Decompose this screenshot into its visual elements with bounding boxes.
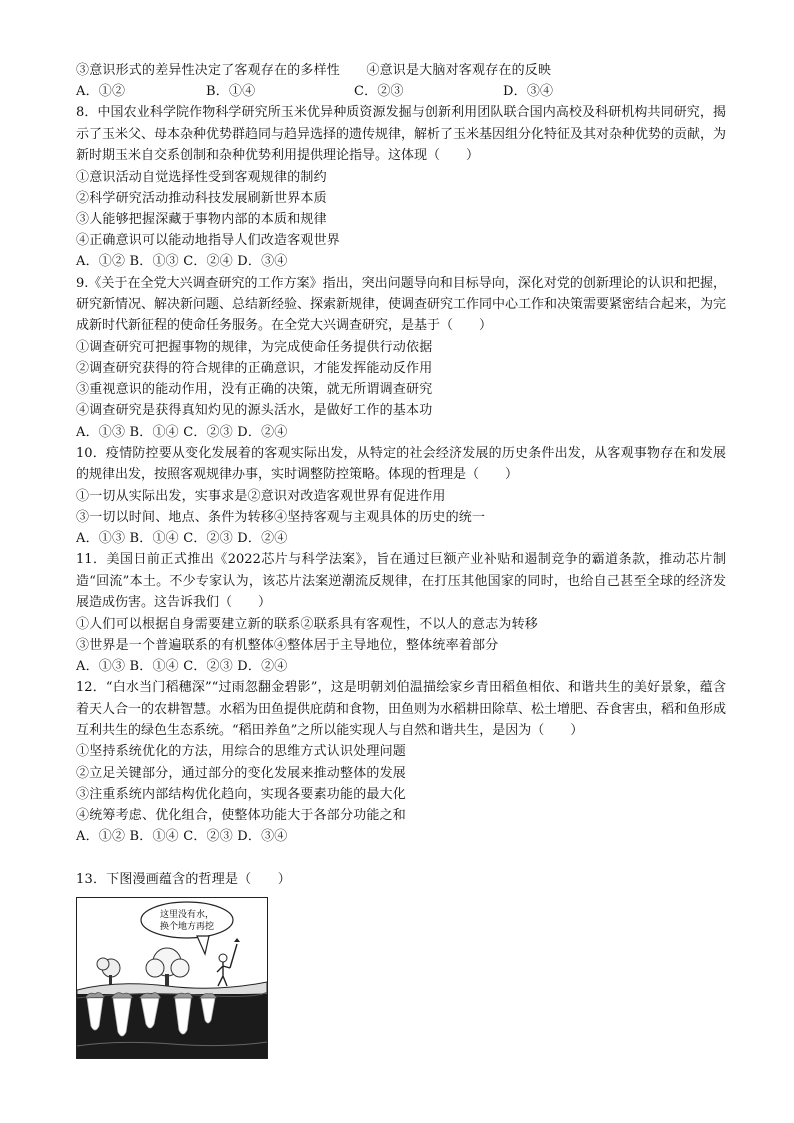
q11-item: ①人们可以根据自身需要建立新的联系②联系具有客观性，不以人的意志为转移 [76, 616, 539, 632]
q7-option-c[interactable]: C．②③ [354, 84, 404, 100]
q7-options [76, 81, 726, 102]
cartoon-illustration [77, 898, 267, 1058]
q7-option-d[interactable]: D．③④ [503, 84, 554, 100]
q9-item: ③重视意识的能动作用，没有正确的决策，就无所谓调查研究 [76, 382, 433, 398]
q13-stem: 13．下图漫画蕴含的哲理是（ ） [76, 872, 291, 888]
q8-item: ①意识活动自觉选择性受到客观规律的制约 [76, 169, 327, 185]
q9-stem: 9.《关于在全党大兴调查研究的工作方案》指出，突出问题导向和目标导向，深化对党的创新理论的认识和把握，研究新情况、解决新问题、总结新经验、探索新规律，使调查研究工作同中心工作和决策需要紧密结合起来，为完成新时代新征程的使命任务服务。在全党大兴调查研究，是基于（ ） [76, 275, 727, 334]
q8-item: ③人能够把握深藏于事物内部的本质和规律 [76, 212, 327, 228]
digger-figure [217, 938, 240, 986]
exam-page [76, 60, 726, 1059]
q12-options[interactable]: A．①② B．①④ C．②③ D．③④ [76, 829, 288, 845]
speech-bubble [141, 902, 233, 938]
q9-item: ②调查研究获得的符合规律的正确意识，才能发挥能动反作用 [76, 361, 433, 377]
q10-stem: 10．疫情防控要从变化发展着的客观实际出发，从特定的社会经济发展的历史条件出发，从客观事物存在和发展的规律出发，按照客观规律办事，实时调整防控策略。体现的哲理是（ ） [76, 445, 726, 483]
q8-item: ②科学研究活动推动科技发展刷新世界本质 [76, 190, 327, 206]
q8-options[interactable]: A．①② B．①③ C．②④ D．③④ [76, 254, 288, 270]
q9-item: ①调查研究可把握事物的规律，为完成使命任务提供行动依据 [76, 339, 433, 355]
q12-item: ②立足关键部分，通过部分的变化发展来推动整体的发展 [76, 765, 407, 781]
q11-item: ③世界是一个普遍联系的有机整体④整体居于主导地位，整体统率着部分 [76, 637, 499, 653]
speech-line-2: 换个地方再挖 [159, 921, 215, 932]
q7-option-a[interactable]: A．①② [76, 84, 126, 100]
q12-stem: 12．“白水当门稻穗深”“过雨忽翻金碧影”，这是明朝刘伯温描绘家乡青田稻鱼相依、和谐共生的美好景象，蕴含着天人合一的农耕智慧。水稻为田鱼提供庇荫和食物，田鱼则为水稻耕田除草、松土增肥、吞食害虫，稻和鱼形成互利共生的绿色生态系统。“稻田养鱼”之所以能实现人与自然和谐共生，是因为（ ） [76, 680, 727, 738]
q8-stem: 8．中国农业科学院作物科学研究所玉米优异种质资源发掘与创新利用团队联合国内高校及科研机构共同研究，揭示了玉米父、母本杂种优势群趋同与趋异选择的遗传规律，解析了玉米基因组分化特征及其对杂种优势的贡献，为新时期玉米自交系创制和杂种优势利用提供理论指导。这体现（ ） [76, 105, 727, 164]
q7-item-3-4: ③意识形式的差异性决定了客观存在的多样性 ④意识是大脑对客观存在的反映 [76, 63, 552, 78]
speech-line-1: 这里没有水， [159, 909, 215, 920]
q11-stem: 11．美国日前正式推出《2022芯片与科学法案》，旨在通过巨额产业补贴和遏制竞争的霸道条款，推动芯片制造“回流”本土。不少专家认为，该芯片法案逆潮流反规律，在打压其他国家的同时，也给自己甚至全球的经济发展造成伤害。这告诉我们（ ） [76, 552, 726, 611]
q9-item: ④调查研究是获得真知灼见的源头活水，是做好工作的基本功 [76, 403, 433, 419]
q10-options[interactable]: A．①③ B．①④ C．②③ D．②④ [76, 531, 288, 547]
q8-item: ④正确意识可以能动地指导人们改造客观世界 [76, 233, 341, 249]
q9-options[interactable]: A．①③ B．①④ C．②③ D．②④ [76, 424, 288, 440]
q10-item: ③一切以时间、地点、条件为转移④坚持客观与主观具体的历史的统一 [76, 509, 486, 525]
q12-item: ④统筹考虑、优化组合，使整体功能大于各部分功能之和 [76, 807, 407, 823]
q12-item: ③注重系统内部结构优化趋向，实现各要素功能的最大化 [76, 786, 407, 802]
q13-cartoon [76, 897, 268, 1059]
q10-item: ①一切从实际出发，实事求是②意识对改造客观世界有促进作用 [76, 488, 446, 504]
q7-option-b[interactable]: B．①④ [206, 84, 256, 100]
q11-options[interactable]: A．①③ B．①④ C．②③ D．②④ [76, 658, 288, 674]
q12-item: ①坚持系统优化的方法，用综合的思维方式认识处理问题 [76, 744, 407, 760]
